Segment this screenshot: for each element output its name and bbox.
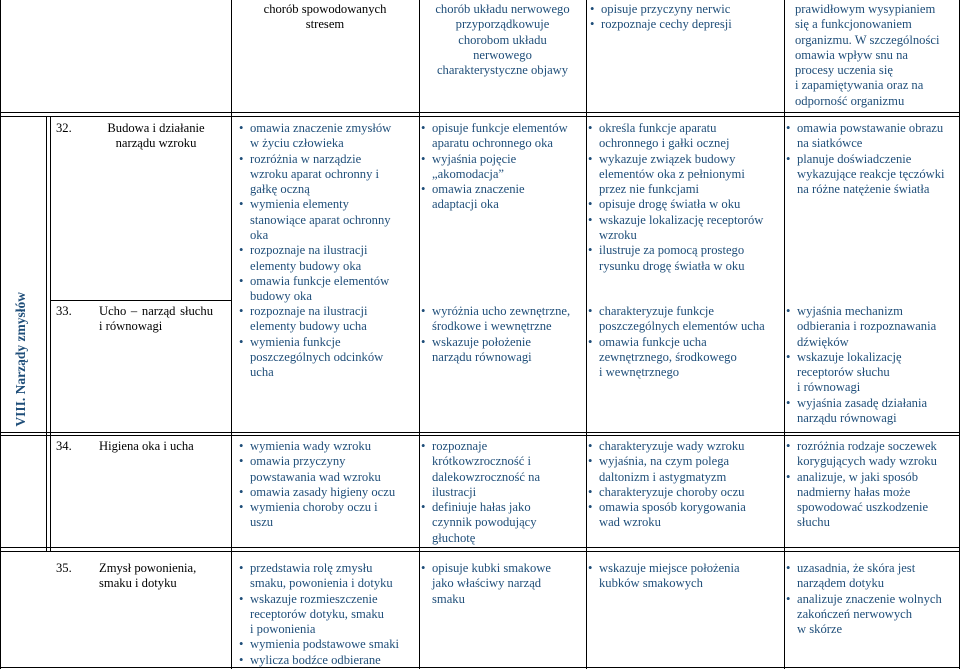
lesson-number: 32. — [56, 121, 72, 135]
text-line: prawidłowym wysypianiem — [795, 2, 936, 16]
lesson-number: 34. — [56, 439, 72, 453]
rule-row-35-b — [0, 551, 960, 552]
text-line: Higiena oka i ucha — [99, 439, 194, 453]
bullet-item: • omawia znaczenie adaptacji oka — [418, 182, 586, 213]
bullet-item: • wymienia wady wzroku — [236, 439, 416, 454]
bullet-item: • uzasadnia, że skóra jest narządem dotyku — [783, 561, 958, 592]
rule-v2 — [50, 116, 51, 551]
text-line: stresem — [305, 17, 345, 32]
bullet-item: • wskazuje położenie narządu równowagi — [418, 335, 586, 366]
bullet-item: • wskazuje lokalizację receptorów wzroku — [585, 213, 783, 244]
rule-row-33 — [50, 300, 231, 301]
bullet-item: • opisuje przyczyny nerwic — [587, 2, 783, 17]
text-line: chorobom układu — [458, 32, 547, 47]
lesson-topic — [99, 439, 229, 454]
text-line: przyporządkowuje — [455, 17, 550, 32]
bullet-item: • rozpoznaje na ilustracji elementy budowy oka — [236, 243, 416, 274]
bullet-item: • definiuje hałas jako czynnik powodujący głuchotę — [418, 500, 586, 546]
lesson-topic — [99, 561, 229, 592]
bullet-item: • wyjaśnia pojęcie „akomodacja” — [418, 152, 586, 183]
top-topic-cell — [232, 2, 418, 33]
rule-v0 — [0, 0, 1, 669]
text-line: nerwowego — [473, 47, 532, 62]
bullet-item: • wskazuje rozmieszczenie receptorów dotyku, smaku i powonienia — [236, 592, 416, 638]
complete-requirements — [783, 561, 958, 637]
bullet-item: • wylicza bodźce odbierane — [236, 653, 416, 668]
bullet-item: • wskazuje lokalizację receptorów słuchu i równowagi — [783, 350, 958, 396]
extended-requirements — [418, 561, 586, 607]
bullet-item: • charakteryzuje funkcje poszczególnych elementów ucha — [585, 304, 783, 335]
bullet-item: • opisuje kubki smakowe jako właściwy narząd smaku — [418, 561, 586, 607]
text-line: chorób spowodowanych — [263, 2, 387, 16]
text-line: i równowagi — [99, 319, 163, 334]
text-line: charakterystyczne objawy — [436, 63, 569, 78]
text-line: smaku i dotyku — [99, 576, 177, 591]
rule-row-34 — [0, 432, 960, 433]
supplementary-requirements — [585, 561, 783, 592]
bullet-item: • wymienia funkcje poszczególnych odcinków ucha — [236, 335, 416, 381]
rule-row-35 — [0, 547, 960, 548]
bullet-item: • opisuje drogę światła w oku — [585, 197, 783, 212]
bullet-item: • omawia zasady higieny oczu — [236, 485, 416, 500]
complete-requirements — [783, 304, 958, 426]
bullet-item: • wskazuje miejsce położenia kubków smakowych — [585, 561, 783, 592]
rule-top-row-bottom — [0, 112, 960, 113]
bullet-item: • ilustruje za pomocą prostego rysunku drogę światła w oku — [585, 243, 783, 274]
basic-requirements — [236, 121, 416, 305]
bullet-item: • wyjaśnia, na czym polega daltonizm i astygmatyzm — [585, 454, 783, 485]
bullet-item: • wyróżnia ucho zewnętrzne, środkowe i wewnętrzne — [418, 304, 586, 335]
text-line: organizmu. W szczególności — [795, 32, 940, 47]
rule-bottom — [0, 667, 960, 668]
rule-row-34-b — [0, 435, 960, 436]
rule-top-row-bottom-2 — [0, 116, 960, 117]
rule-v1 — [46, 116, 47, 551]
bullet-item: • rozróżnia w narządzie wzroku aparat ochronny i gałkę oczną — [236, 152, 416, 198]
bullet-item: • wymienia choroby oczu i uszu — [236, 500, 416, 531]
text-line: chorób układu nerwowego — [435, 2, 570, 16]
complete-requirements — [783, 121, 958, 197]
text-line: i zapamiętywania oraz na — [795, 78, 924, 93]
top-supplementary-cell — [587, 2, 783, 33]
extended-requirements — [418, 304, 586, 365]
lesson-number: 35. — [56, 561, 72, 575]
bullet-item: • wyjaśnia zasadę działania narządu równowagi — [783, 396, 958, 427]
text-line: Zmysł powonienia, — [99, 561, 197, 575]
lesson-topic — [86, 121, 226, 152]
basic-requirements — [236, 304, 416, 380]
bullet-item: • wymienia podstawowe smaki — [236, 637, 416, 652]
bullet-item: • wyjaśnia mechanizm odbierania i rozpoznawania dźwięków — [783, 304, 958, 350]
bullet-item: • omawia znaczenie zmysłów w życiu człowieka — [236, 121, 416, 152]
lesson-number: 33. — [56, 304, 72, 318]
bullet-item: • wykazuje związek budowy elementów oka z pełnionymi przez nie funkcjami — [585, 152, 783, 198]
section-label: VIII. Narządy zmysłów — [13, 292, 28, 427]
basic-requirements — [236, 561, 416, 668]
bullet-item: • wymienia elementy stanowiące aparat ochronny oka — [236, 197, 416, 243]
text-line: się a funkcjonowaniem — [795, 17, 912, 32]
text-line: odporność organizmu — [795, 93, 905, 108]
bullet-item: • rozpoznaje cechy depresji — [587, 17, 783, 32]
text-line: omawia wpływ snu na — [795, 47, 908, 62]
bullet-item: • omawia funkcje ucha zewnętrznego, środkowego i wewnętrznego — [585, 335, 783, 381]
rule-v3 — [231, 0, 232, 669]
bullet-item: • omawia przyczyny powstawania wad wzroku — [236, 454, 416, 485]
complete-requirements — [783, 439, 958, 531]
bullet-item: • planuje doświadczenie wykazujące reakcje tęczówki na różne natężenie światła — [783, 152, 958, 198]
bullet-item: • przedstawia rolę zmysłu smaku, powonienia i dotyku — [236, 561, 416, 592]
lesson-topic — [99, 304, 213, 335]
text-line: Ucho – narząd słuchu — [99, 304, 213, 318]
bullet-item: • omawia powstawanie obrazu na siatkówce — [783, 121, 958, 152]
bullet-item: • charakteryzuje choroby oczu — [585, 485, 783, 500]
bullet-item: • omawia sposób korygowania wad wzroku — [585, 500, 783, 531]
top-extended-cell — [420, 2, 585, 78]
bullet-item: • określa funkcje aparatu ochronnego i gałki ocznej — [585, 121, 783, 152]
text-line: procesy uczenia się — [795, 63, 893, 78]
bullet-item: • rozróżnia rodzaje soczewek korygujących wady wzroku — [783, 439, 958, 470]
supplementary-requirements — [585, 304, 783, 380]
supplementary-requirements — [585, 121, 783, 274]
bullet-item: • rozpoznaje krótkowzroczność i dalekowzroczność na ilustracji — [418, 439, 586, 500]
bullet-item: • opisuje funkcje elementów aparatu ochronnego oka — [418, 121, 586, 152]
supplementary-requirements — [585, 439, 783, 531]
text-line: narządu wzroku — [115, 136, 197, 151]
bullet-item: • omawia funkcje elementów budowy oka — [236, 274, 416, 305]
extended-requirements — [418, 121, 586, 213]
text-line: Budowa i działanie — [107, 121, 205, 135]
extended-requirements — [418, 439, 586, 546]
bullet-item: • rozpoznaje na ilustracji elementy budowy ucha — [236, 304, 416, 335]
bullet-item: • charakteryzuje wady wzroku — [585, 439, 783, 454]
basic-requirements — [236, 439, 416, 531]
bullet-item: • analizuje, w jaki sposób nadmierny hałas może spowodować uszkodzenie słuchu — [783, 470, 958, 531]
bullet-item: • analizuje znaczenie wolnych zakończeń nerwowych w skórze — [783, 592, 958, 638]
top-complete-cell — [795, 2, 957, 109]
